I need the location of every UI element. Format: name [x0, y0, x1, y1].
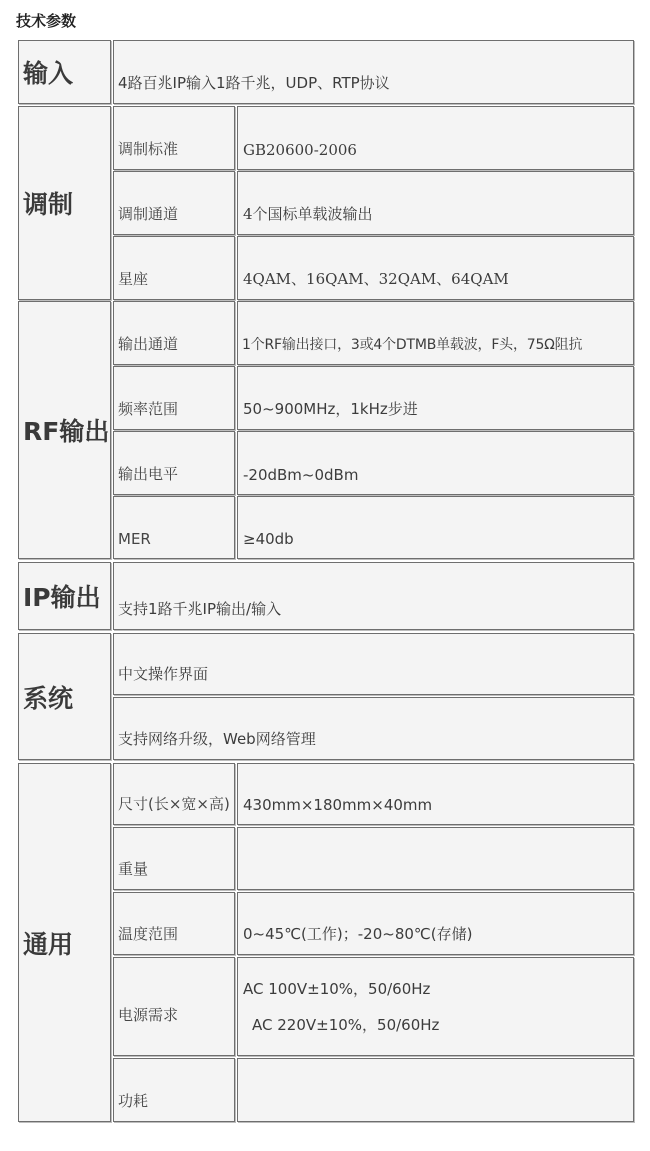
label-output-channel: 输出通道 [113, 301, 235, 365]
label-mer: MER [113, 496, 235, 559]
system-row-ui: 中文操作界面 [113, 633, 634, 695]
label-modulation-channel: 调制通道 [113, 171, 235, 235]
value-power-supply [237, 957, 634, 1056]
input-value: 4路百兆IP输入1路千兆，UDP、RTP协议 [113, 40, 634, 104]
label-power-consumption: 功耗 [113, 1058, 235, 1122]
system-row-network: 支持网络升级，Web网络管理 [113, 697, 634, 760]
value-output-level: -20dBm~0dBm [237, 431, 634, 495]
category-system: 系统 [18, 633, 111, 760]
category-input: 输入 [18, 40, 111, 104]
label-temperature: 温度范围 [113, 892, 235, 955]
power-supply-line-2: AC 220V±10%，50/60Hz [252, 1015, 440, 1034]
value-mer: ≥40db [237, 496, 634, 559]
label-output-level: 输出电平 [113, 431, 235, 495]
value-temperature: 0~45℃(工作)；-20~80℃(存储) [237, 892, 634, 955]
value-modulation-standard: GB20600-2006 [237, 106, 634, 170]
label-frequency-range: 频率范围 [113, 366, 235, 430]
value-output-channel: 1个RF输出接口，3或4个DTMB单载波，F头，75Ω阻抗 [237, 301, 634, 365]
page-title: 技术参数 [16, 12, 77, 30]
label-dimensions: 尺寸(长×宽×高) [113, 763, 235, 825]
value-frequency-range: 50~900MHz，1kHz步进 [237, 366, 634, 430]
label-constellation: 星座 [113, 236, 235, 300]
category-general: 通用 [18, 763, 111, 1122]
label-power-supply: 电源需求 [113, 957, 235, 1056]
value-constellation: 4QAM、16QAM、32QAM、64QAM [237, 236, 634, 300]
value-modulation-channel: 4个国标单载波输出 [237, 171, 634, 235]
category-modulation: 调制 [18, 106, 111, 300]
category-ip-output: IP输出 [18, 562, 111, 630]
value-weight [237, 827, 634, 890]
value-power-consumption [237, 1058, 634, 1122]
power-supply-line-1: AC 100V±10%，50/60Hz [243, 979, 431, 998]
category-rf-output: RF输出 [18, 301, 111, 559]
label-weight: 重量 [113, 827, 235, 890]
label-modulation-standard: 调制标准 [113, 106, 235, 170]
ip-output-value: 支持1路千兆IP输出/输入 [113, 562, 634, 630]
value-dimensions: 430mm×180mm×40mm [237, 763, 634, 825]
